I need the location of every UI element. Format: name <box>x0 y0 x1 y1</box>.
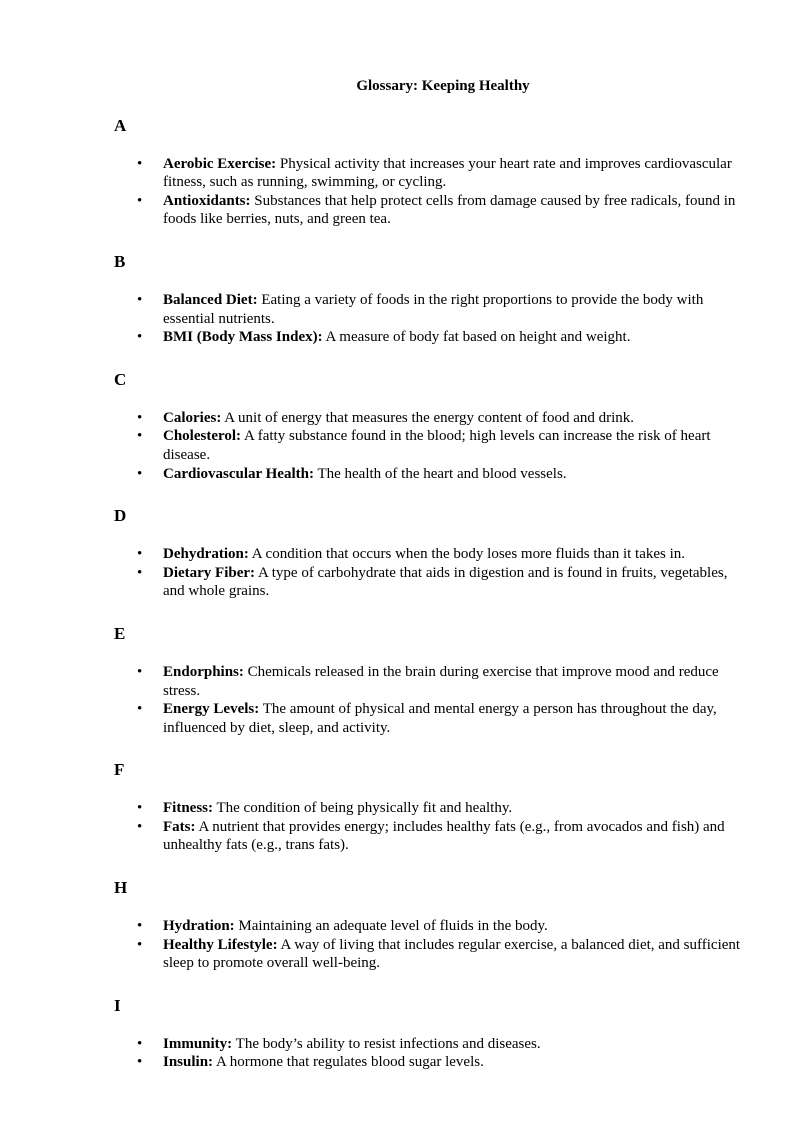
glossary-entry <box>163 545 744 564</box>
term-name: Balanced Diet: <box>163 291 258 308</box>
term-name: Aerobic Exercise: <box>163 155 277 172</box>
glossary-entry <box>163 1035 744 1054</box>
section-h <box>114 878 744 973</box>
term-definition: The condition of being physically fit and healthy. <box>216 800 513 817</box>
term-list <box>114 1035 744 1072</box>
term-name: Cholesterol: <box>163 428 242 445</box>
section-i <box>114 996 744 1072</box>
term-list <box>114 291 744 347</box>
term-definition: A nutrient that provides energy; includes healthy fats (e.g., from avocados and fish) and unhealthy fats (e.g., trans fats). <box>163 818 725 854</box>
section-letter: C <box>114 369 127 389</box>
term-name: Endorphins: <box>163 663 244 680</box>
glossary-entry <box>163 291 744 328</box>
term-name: Calories: <box>163 409 222 426</box>
term-name: Immunity: <box>163 1035 233 1052</box>
glossary-entry <box>163 427 744 464</box>
section-b <box>114 252 744 347</box>
section-letter: D <box>114 506 127 526</box>
term-name: Fitness: <box>163 800 213 817</box>
glossary-entry <box>163 192 744 229</box>
section-a <box>114 116 744 229</box>
term-definition: A unit of energy that measures the energy content of food and drink. <box>224 409 635 426</box>
term-definition: The body’s ability to resist infections and diseases. <box>235 1035 541 1052</box>
section-letter: H <box>114 878 128 898</box>
term-name: Healthy Lifestyle: <box>163 936 278 953</box>
term-definition: A condition that occurs when the body loses more fluids than it takes in. <box>251 546 686 563</box>
term-definition: Physical activity that increases your heart rate and improves cardiovascular fitness, such as running, swimming, or cycling. <box>163 155 732 191</box>
glossary-entry <box>163 917 744 936</box>
glossary-entry <box>163 799 744 818</box>
term-definition: Chemicals released in the brain during exercise that improve mood and reduce stress. <box>163 663 719 699</box>
term-definition: The health of the heart and blood vessels. <box>317 465 567 482</box>
section-letter: B <box>114 251 126 271</box>
glossary-entry <box>163 818 744 855</box>
term-name: Dehydration: <box>163 546 249 563</box>
term-name: Dietary Fiber: <box>163 564 256 581</box>
term-definition: A fatty substance found in the blood; high levels can increase the risk of heart disease. <box>163 428 711 463</box>
term-list <box>114 545 744 601</box>
term-list <box>114 799 744 855</box>
glossary-entry <box>163 663 744 700</box>
section-f <box>114 760 744 855</box>
term-name: Energy Levels: <box>163 701 260 718</box>
section-letter: A <box>114 115 127 135</box>
term-list <box>114 409 744 483</box>
glossary-entry <box>163 409 744 428</box>
term-name: Cardiovascular Health: <box>163 465 314 482</box>
term-name: Fats: <box>163 818 196 835</box>
term-definition: A type of carbohydrate that aids in digestion and is found in fruits, vegetables, and whole grains. <box>163 564 728 600</box>
document-title: Glossary: Keeping Healthy <box>356 78 530 94</box>
glossary-entry <box>163 328 744 347</box>
term-name: BMI (Body Mass Index): <box>163 329 323 346</box>
term-definition: A hormone that regulates blood sugar levels. <box>215 1054 484 1071</box>
glossary-sections <box>114 116 744 1072</box>
section-d <box>114 506 744 601</box>
term-name: Insulin: <box>163 1054 214 1071</box>
term-definition: A measure of body fat based on height and weight. <box>325 329 631 346</box>
section-e <box>114 624 744 737</box>
term-definition: The amount of physical and mental energy a person has throughout the day, influenced by diet, sleep, and activity. <box>163 701 717 736</box>
section-letter: E <box>114 623 126 643</box>
glossary-entry <box>163 936 744 973</box>
section-letter: I <box>114 995 121 1015</box>
glossary-entry <box>163 564 744 601</box>
term-definition: A way of living that includes regular exercise, a balanced diet, and sufficient sleep to promote overall well-being. <box>163 936 741 972</box>
section-c <box>114 370 744 483</box>
term-definition: Eating a variety of foods in the right proportions to provide the body with essential nutrients. <box>163 291 704 327</box>
term-name: Hydration: <box>163 918 235 935</box>
term-list <box>114 663 744 737</box>
term-list <box>114 917 744 973</box>
term-list <box>114 155 744 229</box>
glossary-entry <box>163 465 744 484</box>
glossary-entry <box>163 155 744 192</box>
glossary-entry <box>163 700 744 737</box>
term-name: Antioxidants: <box>163 192 251 209</box>
term-definition: Substances that help protect cells from damage caused by free radicals, found in foods like berries, nuts, and green tea. <box>163 192 736 228</box>
term-definition: Maintaining an adequate level of fluids in the body. <box>238 918 548 935</box>
glossary-entry <box>163 1053 744 1072</box>
section-letter: F <box>114 760 125 780</box>
